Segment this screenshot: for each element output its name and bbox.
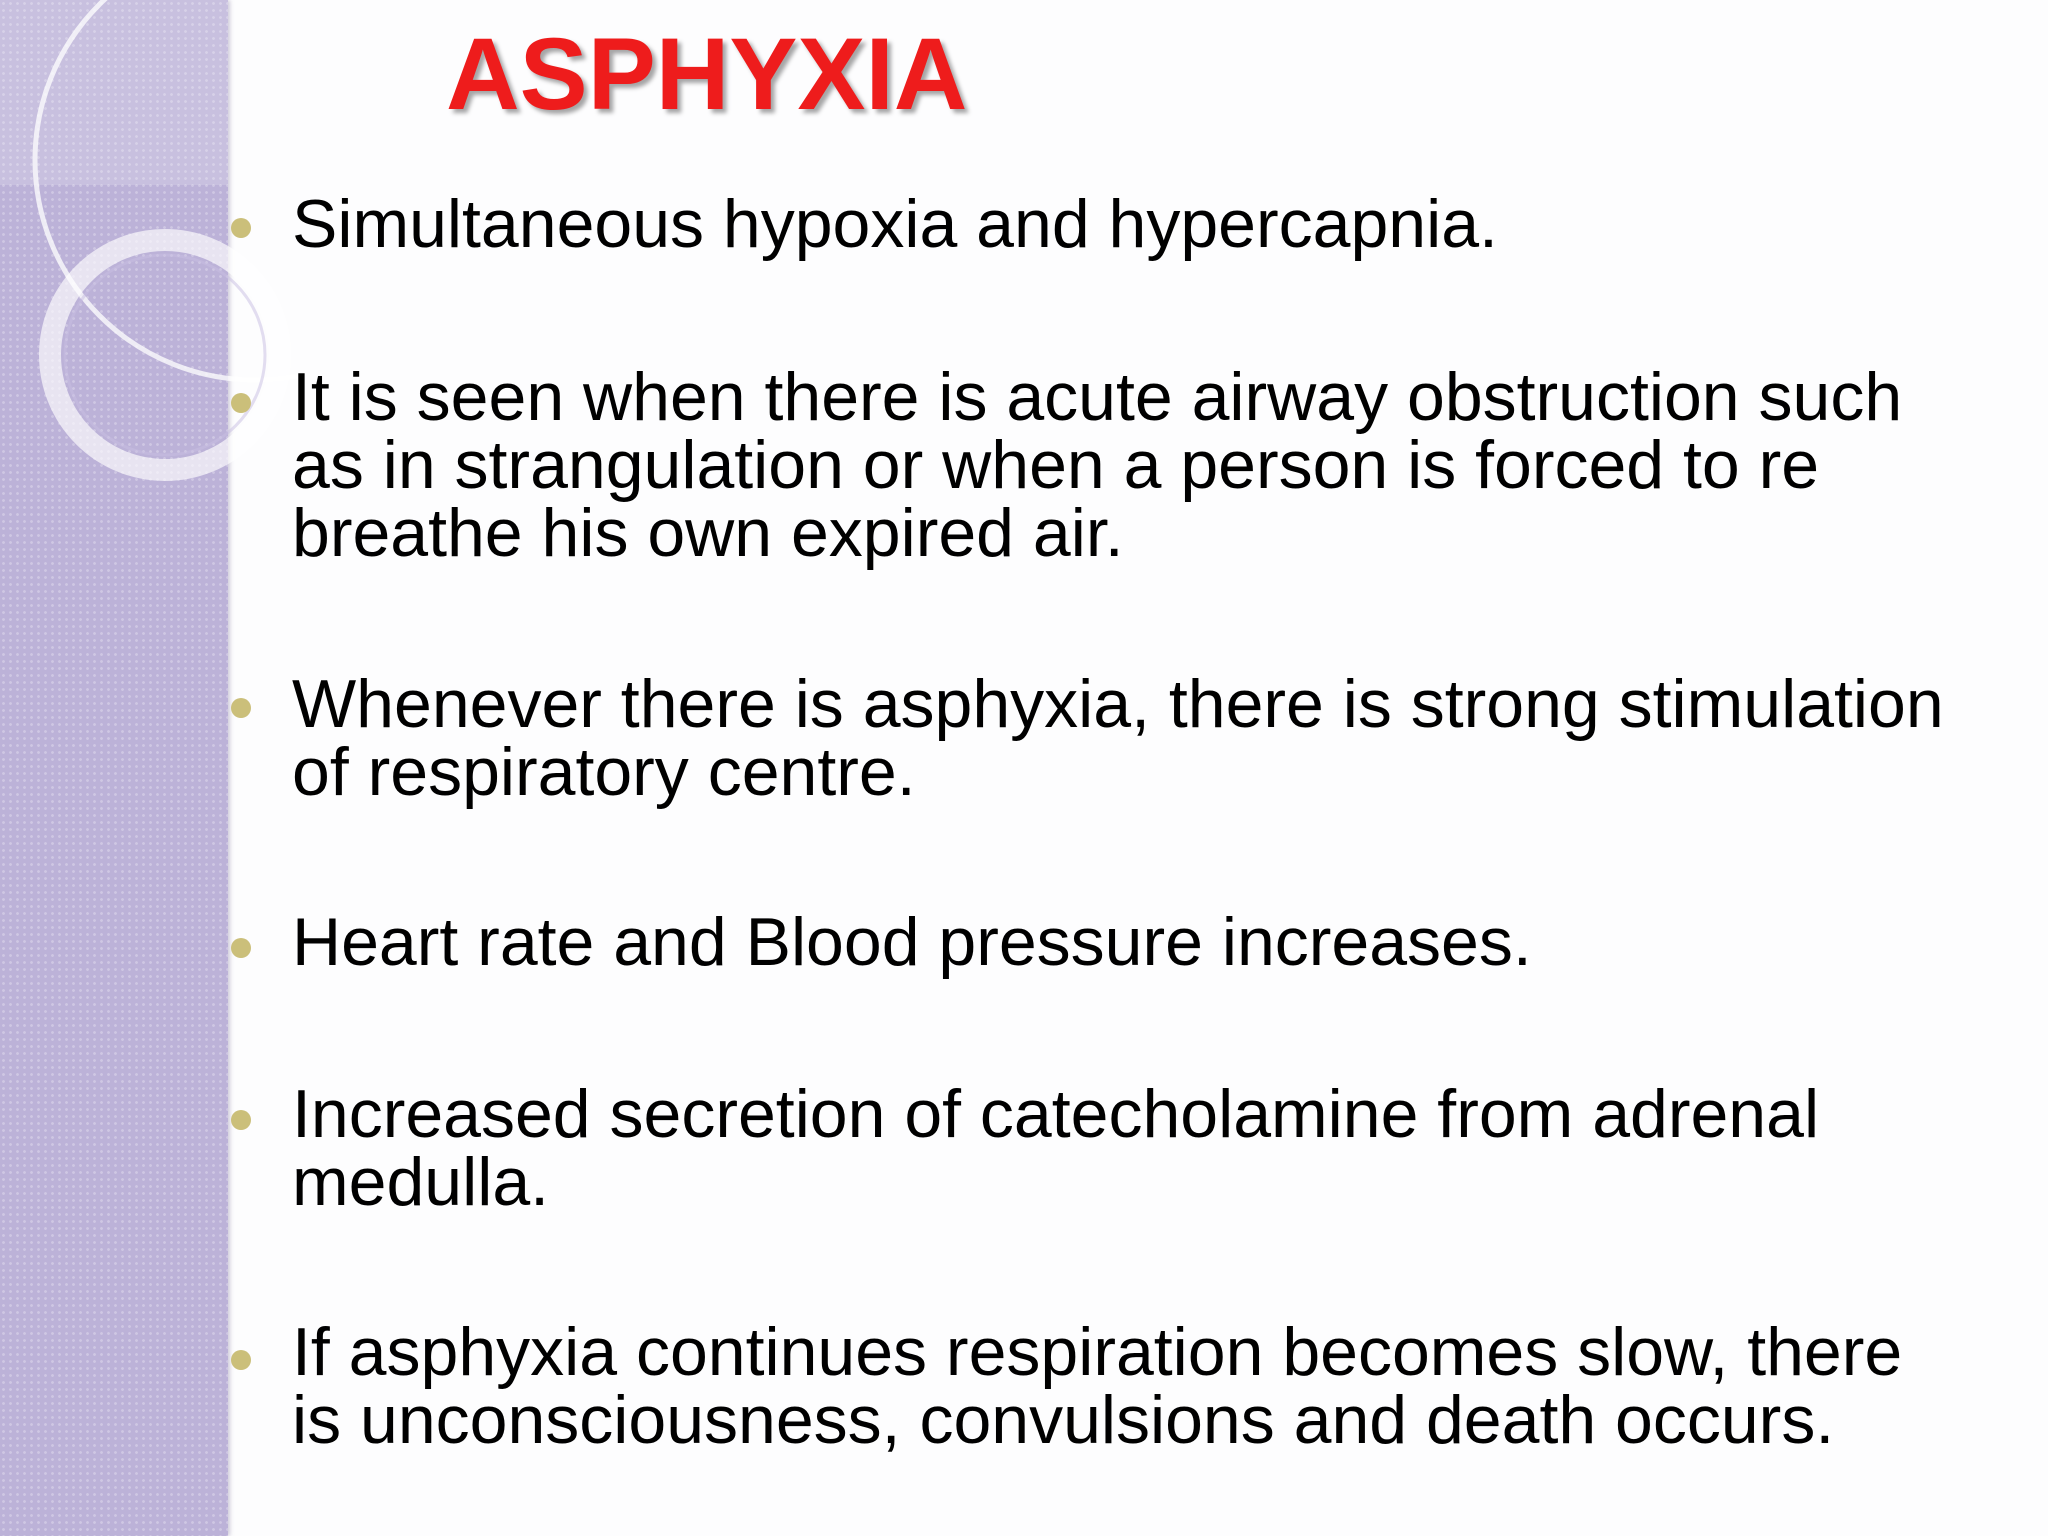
bullet-dot-icon	[231, 698, 251, 718]
bullet-text	[292, 1076, 2048, 1220]
bullet-text	[292, 186, 2048, 262]
bullet-line: is unconsciousness, convulsions and death occurs.	[292, 1382, 1835, 1458]
bullet-dot-icon	[231, 938, 251, 958]
bullet-line: as in strangulation or when a person is forced to re	[292, 427, 1820, 503]
bullet-text	[292, 904, 2048, 980]
bullet-line: Increased secretion of catecholamine from adrenal	[292, 1076, 1820, 1152]
bullet-line: Whenever there is asphyxia, there is strong stimulation	[292, 666, 1944, 742]
bullet-line: If asphyxia continues respiration becomes slow, there	[292, 1314, 1903, 1390]
small-ring	[50, 240, 280, 470]
bullet-line: medulla.	[292, 1144, 550, 1220]
bullet-line: Heart rate and Blood pressure increases.	[292, 904, 1532, 980]
decorative-rings	[0, 0, 300, 520]
small-ring-inner	[65, 255, 265, 455]
bullet-text	[292, 359, 2048, 571]
bullet-line: Simultaneous hypoxia and hypercapnia.	[292, 186, 1498, 262]
bullet-line: breathe his own expired air.	[292, 495, 1124, 571]
bullet-text	[292, 1314, 2048, 1458]
slide-title: ASPHYXIA	[446, 17, 968, 131]
bullet-dot-icon	[231, 1110, 251, 1130]
bullet-text	[292, 666, 2048, 810]
bullet-dot-icon	[231, 393, 251, 413]
bullet-dot-icon	[231, 1350, 251, 1370]
bullet-line: It is seen when there is acute airway obstruction such	[292, 359, 1903, 435]
bullet-dot-icon	[231, 218, 251, 238]
bullet-line: of respiratory centre.	[292, 734, 916, 810]
